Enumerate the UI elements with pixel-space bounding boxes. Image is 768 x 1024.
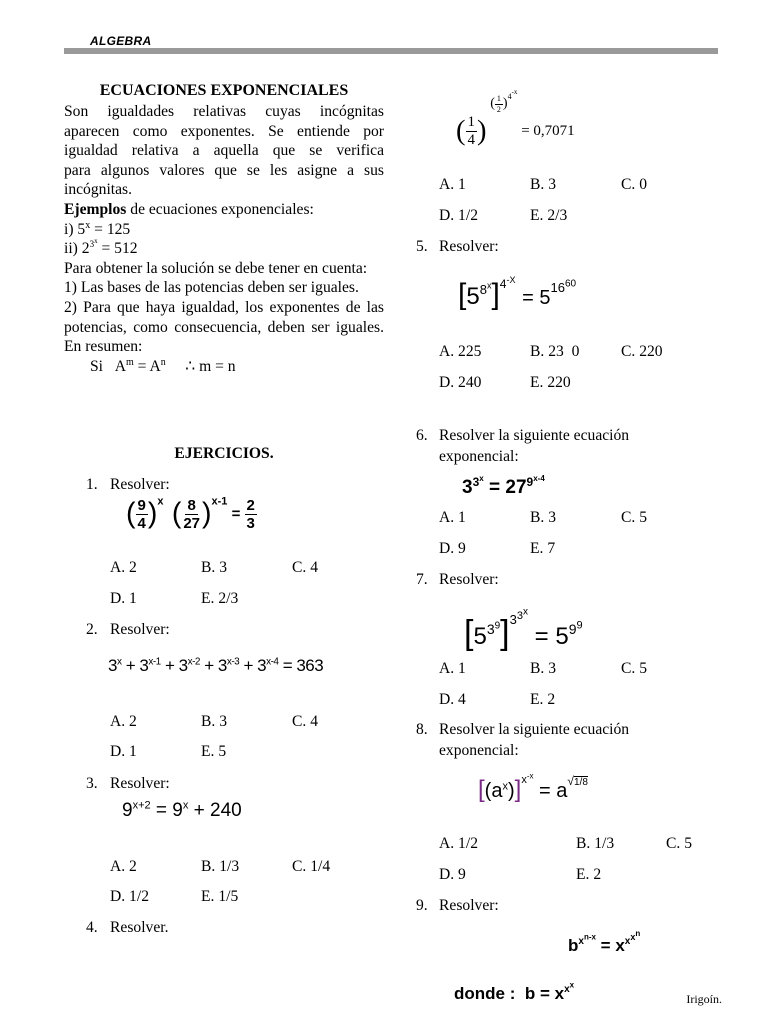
q8-prompt-line2: exponencial: — [439, 742, 519, 759]
q8-option-a: A. 1/2 — [439, 835, 478, 852]
q6-option-c: C. 5 — [621, 509, 647, 526]
q5-option-d: D. 240 — [439, 374, 482, 391]
q2-number: 2. — [86, 621, 98, 638]
rule-2: 2) Para que haya igualdad, los exponentes de las potencias, como consecuencia, deben ser iguales. En resumen: — [64, 298, 384, 356]
q9-donde: donde : $b = x^{x^x}$ — [454, 981, 575, 1003]
ex2-exp2: x — [94, 236, 98, 245]
intro-line: igualdad relativa a aquella que se verifica — [64, 142, 384, 160]
header-rule — [64, 48, 718, 54]
q5-option-c: C. 220 — [621, 343, 663, 360]
q2-prompt: Resolver: — [110, 621, 170, 638]
summary-therefore: ∴ m = n — [185, 357, 236, 375]
ejemplos-line — [64, 200, 384, 220]
q6-option-d: D. 9 — [439, 540, 466, 557]
q8-option-b: B. 1/3 — [576, 835, 615, 852]
q6-prompt-line1: Resolver la siguiente ecuación — [439, 427, 630, 444]
q5-option-b: B. 23 0 — [530, 343, 580, 360]
q9-number: 9. — [416, 897, 428, 914]
q4-number: 4. — [86, 919, 98, 936]
q8-equation: $[(a^x)]^{x^{-x}} = a^{√1/8}$ — [478, 771, 588, 803]
q4-option-c: C. 0 — [621, 176, 647, 193]
q7-option-d: D. 4 — [439, 691, 466, 708]
intro-line: Son igualdades relativas cuyas incógnitas — [64, 103, 384, 120]
ex2-base: ii) 2 — [64, 240, 90, 258]
intro-text — [64, 102, 384, 376]
q5-option-e: E. 220 — [530, 374, 571, 391]
ex2-rest: = 512 — [97, 240, 138, 258]
example-2 — [64, 236, 384, 259]
q1-option-d: D. 1 — [110, 590, 137, 607]
q3-number: 3. — [86, 775, 98, 792]
q6-option-e: E. 7 — [530, 540, 556, 557]
q6-prompt-line2: exponencial: — [439, 448, 519, 465]
summary-line — [64, 357, 384, 377]
q4-option-a: A. 1 — [439, 176, 466, 193]
q9-prompt: Resolver: — [439, 897, 499, 914]
q6-equation: $3^{3^x} = 27^{9^{x-4}}$ — [462, 473, 545, 498]
ejemplos-bold: Ejemplos — [64, 200, 127, 218]
q4-option-d: D. 1/2 — [439, 207, 478, 224]
q8-option-d: D. 9 — [439, 866, 466, 883]
q4-prompt: Resolver. — [110, 919, 169, 936]
q1-option-c: C. 4 — [292, 559, 318, 576]
q3-option-d: D. 1/2 — [110, 888, 149, 905]
q7-number: 7. — [416, 571, 428, 588]
q7-equation: $[5^{3^9}]^{3^{3^x}} = 5^{9^9}$ — [464, 606, 583, 652]
q6-option-a: A. 1 — [439, 509, 466, 526]
intro-line: aparecen como exponentes. Se entiende por — [64, 122, 384, 140]
q8-option-c: C. 5 — [666, 835, 692, 852]
q1-number: 1. — [86, 476, 98, 493]
q5-option-a: A. 225 — [439, 343, 482, 360]
q7-option-a: A. 1 — [439, 660, 466, 677]
q1-option-b: B. 3 — [201, 559, 227, 576]
section-title: ECUACIONES EXPONENCIALES — [99, 82, 349, 99]
ex1-exp: x — [85, 219, 91, 231]
header-label: ALGEBRA — [90, 34, 152, 48]
q1-equation: ( $\frac{9}{4}$ )$^x$ ( $\frac{8}{27}$ )$^{x-1}$ = $\frac{2}{3}$ — [126, 495, 255, 532]
ex2-exp: 3 — [89, 238, 95, 249]
summary-m: m — [125, 356, 134, 368]
example-1 — [64, 220, 384, 240]
summary-eq: = A — [133, 357, 161, 375]
q3-option-b: B. 1/3 — [201, 858, 240, 875]
q4-option-b: B. 3 — [530, 176, 556, 193]
ejemplos-rest: de ecuaciones exponenciales: — [126, 200, 314, 218]
q5-equation: $[5^{8^x}]^{4^{-X}} = 5^{16^{60}}$ — [458, 275, 577, 311]
q3-option-c: C. 1/4 — [292, 858, 331, 875]
q2-option-e: E. 5 — [201, 743, 227, 760]
q3-equation: $9^{x+2} = 9^x + 240$ — [122, 799, 242, 821]
q9-equation: $b^{x^{n-x}} = x^{x^{x^n}}$ — [568, 929, 641, 955]
intro-line: para algunos valores que se les asigne a sus — [64, 161, 384, 179]
q2-option-b: B. 3 — [201, 713, 227, 730]
intro-line: incógnitas. — [64, 181, 132, 199]
q8-option-e: E. 2 — [576, 866, 602, 883]
footer-author: Irigoín. — [686, 992, 722, 1006]
ejercicios-title: EJERCICIOS. — [174, 445, 274, 462]
summary-a: A — [114, 357, 126, 375]
q1-prompt: Resolver: — [110, 476, 170, 493]
ex1-rest: = 125 — [90, 220, 131, 238]
summary-n: n — [160, 356, 166, 368]
q7-prompt: Resolver: — [439, 571, 499, 588]
q5-number: 5. — [416, 238, 428, 255]
ex1-base: i) 5 — [64, 220, 86, 238]
q7-option-c: C. 5 — [621, 660, 647, 677]
q7-option-e: E. 2 — [530, 691, 556, 708]
q3-prompt: Resolver: — [110, 775, 170, 792]
q3-option-e: E. 1/5 — [201, 888, 239, 905]
summary-si: Si — [90, 357, 104, 375]
q1-option-e: E. 2/3 — [201, 590, 239, 607]
q2-option-c: C. 4 — [292, 713, 318, 730]
q6-number: 6. — [416, 427, 428, 444]
q1-option-a: A. 2 — [110, 559, 137, 576]
q3-option-a: A. 2 — [110, 858, 137, 875]
q6-option-b: B. 3 — [530, 509, 556, 526]
q4-option-e: E. 2/3 — [530, 207, 568, 224]
intro-para2: Para obtener la solución se debe tener en cuenta: — [64, 259, 368, 277]
q8-prompt-line1: Resolver la siguiente ecuación — [439, 721, 630, 738]
q2-option-a: A. 2 — [110, 713, 137, 730]
q2-equation: $3^x + 3^{x-1} + 3^{x-2} + 3^{x-3} + 3^{x-4} = 363$ — [108, 656, 324, 675]
q5-prompt: Resolver: — [439, 238, 499, 255]
rule-1: 1) Las bases de las potencias deben ser iguales. — [64, 279, 359, 297]
q7-option-b: B. 3 — [530, 660, 556, 677]
q8-number: 8. — [416, 721, 428, 738]
q4-equation: ( $\frac{1}{4}$ ) ( $\frac{1}{2}$ )$^{4-x}$ = 0,7071 — [456, 88, 575, 149]
q2-option-d: D. 1 — [110, 743, 137, 760]
